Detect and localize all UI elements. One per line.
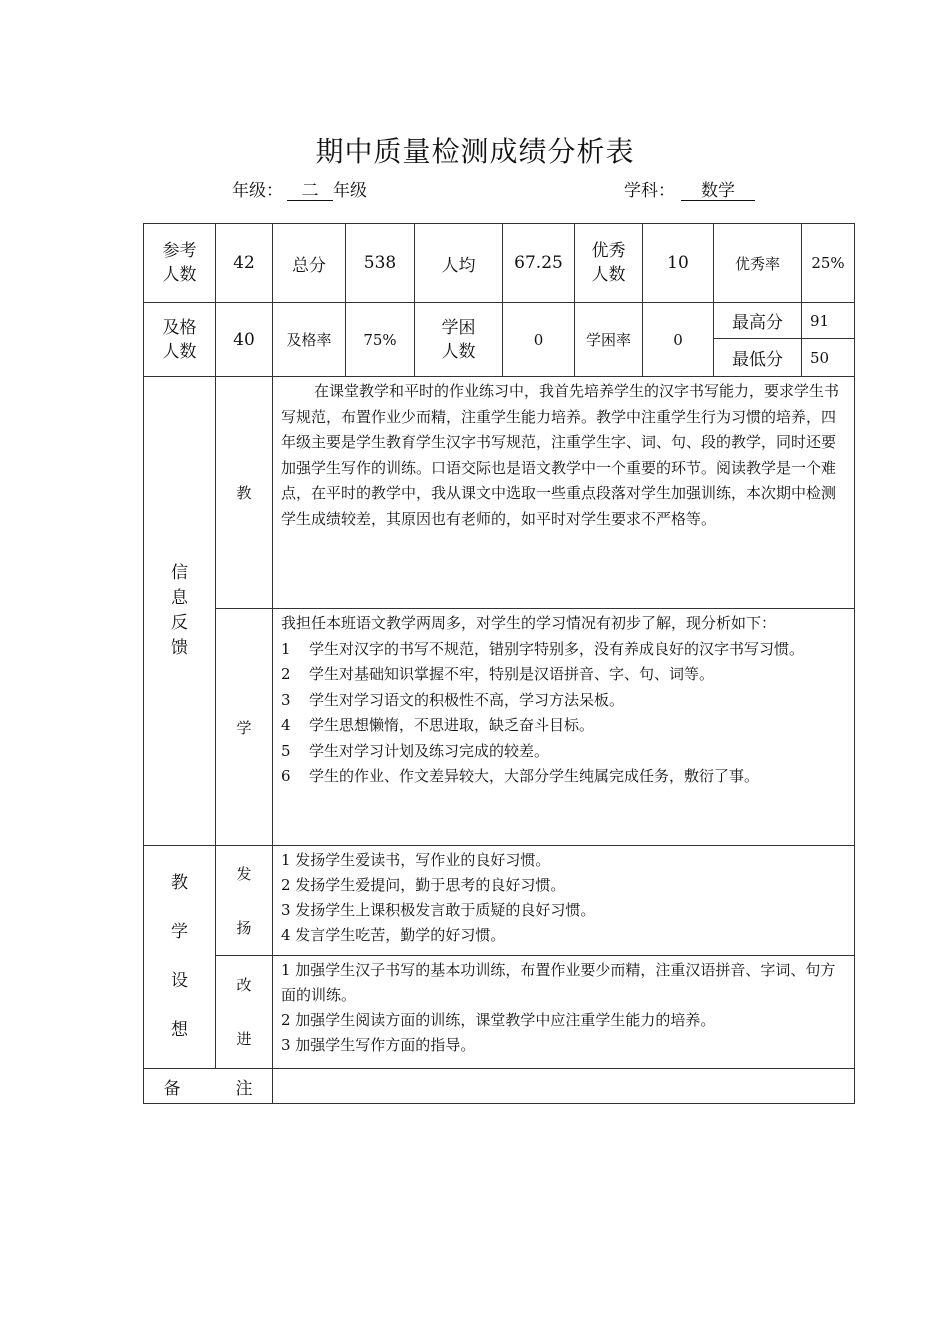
subject-line — [624, 176, 755, 201]
min-label: 最低分 — [714, 339, 802, 377]
pass-rate-label: 及格率 — [273, 303, 346, 377]
plan-promote-row — [144, 846, 855, 956]
pass-value: 40 — [216, 303, 273, 377]
promote-item: 1 发扬学生爱读书，写作业的良好习惯。 — [281, 851, 551, 869]
struggling-label: 学困 人数 — [415, 303, 503, 377]
pass-label: 及格 人数 — [144, 303, 216, 377]
stats-row-2 — [144, 303, 855, 339]
total-label: 总分 — [273, 224, 346, 303]
learn-item: 4 学生思想懒惰，不思进取，缺乏奋斗目标。 — [281, 716, 595, 734]
learn-item: 6 学生的作业、作文差异较大，大部分学生纯属完成任务，敷衍了事。 — [281, 767, 760, 785]
max-value: 91 — [802, 303, 855, 339]
improve-text-cell — [273, 956, 855, 1069]
promote-item: 2 发扬学生爱提问，勤于思考的良好习惯。 — [281, 876, 566, 894]
average-value: 67.25 — [503, 224, 575, 303]
feedback-label: 信 息 反 馈 — [144, 377, 216, 846]
plan-improve-row — [144, 956, 855, 1069]
teach-paragraph: 在课堂教学和平时的作业练习中，我首先培养学生的汉字书写能力，要求学生书写规范，布置作业少而精，注重学生能力培养。教学中注重学生行为习惯的培养，四年级主要是学生教育学生汉字书写规范，注重学生字、词、句、段的教学，同时还要加强学生写作的训练。口语交际也是语文教学中一个重要的环节。阅读教学是一个难点，在平时的教学中，我从课文中选取一些重点段落对学生加强训练，本次期中检测学生成绩较差，其原因也有老师的，如平时对学生要求不严格等。 — [281, 382, 840, 528]
struggling-rate-value: 0 — [643, 303, 714, 377]
promote-item: 4 发言学生吃苦，勤学的好习惯。 — [281, 926, 506, 944]
average-label: 人均 — [415, 224, 503, 303]
learn-item: 5 学生对学习计划及练习完成的较差。 — [281, 741, 550, 760]
learn-item: 2 学生对基础知识掌握不牢，特别是汉语拼音、字、句、词等。 — [281, 665, 715, 683]
feedback-learn-row — [144, 609, 855, 846]
pass-rate-value: 75% — [346, 303, 415, 377]
min-value: 50 — [802, 339, 855, 377]
max-label: 最高分 — [714, 303, 802, 339]
total-value: 538 — [346, 224, 415, 303]
teach-label: 教 — [216, 377, 273, 609]
struggling-rate-label: 学困率 — [575, 303, 643, 377]
excellent-rate-label: 优秀率 — [714, 224, 802, 303]
improve-item: 3 加强学生写作方面的指导。 — [281, 1036, 476, 1054]
promote-text-cell — [273, 846, 855, 956]
learn-text-cell — [273, 609, 855, 846]
struggling-value: 0 — [503, 303, 575, 377]
participants-label: 参考 人数 — [144, 224, 216, 303]
analysis-table — [143, 223, 855, 1104]
remarks-row — [144, 1069, 855, 1104]
learn-item: 1 学生对汉字的书写不规范，错别字特别多，没有养成良好的汉字书写习惯。 — [281, 639, 805, 658]
teach-text-cell — [273, 377, 855, 609]
learn-item: 3 学生对学习语文的积极性不高，学习方法呆板。 — [281, 690, 625, 709]
participants-value: 42 — [216, 224, 273, 303]
remarks-label: 备 注 — [144, 1069, 273, 1104]
improve-label: 改 进 — [216, 956, 273, 1069]
promote-label: 发 扬 — [216, 846, 273, 956]
feedback-teach-row — [144, 377, 855, 609]
grade-suffix: 年级 — [333, 181, 367, 201]
stats-row-1 — [144, 224, 855, 303]
page-title: 期中质量检测成绩分析表 — [315, 135, 635, 168]
grade-label: 年级： — [232, 181, 283, 201]
excellent-value: 10 — [643, 224, 714, 303]
improve-item: 2 加强学生阅读方面的训练，课堂教学中应注重学生能力的培养。 — [281, 1011, 716, 1029]
grade-line — [232, 176, 367, 201]
promote-item: 3 发扬学生上课积极发言敢于质疑的良好习惯。 — [281, 901, 596, 919]
learn-label: 学 — [216, 609, 273, 846]
subject-value: 数学 — [681, 182, 755, 201]
subject-label: 学科： — [624, 181, 675, 201]
plan-label: 教 学 设 想 — [144, 846, 216, 1069]
grade-value: 二 — [287, 182, 333, 201]
excellent-rate-value: 25% — [802, 224, 855, 303]
excellent-label: 优秀 人数 — [575, 224, 643, 303]
learn-intro: 我担任本班语文教学两周多，对学生的学习情况有初步了解，现分析如下： — [281, 614, 777, 632]
improve-item: 1 加强学生汉子书写的基本功训练，布置作业要少而精，注重汉语拼音、字词、句方面的训练。 — [281, 961, 836, 1004]
remarks-value — [273, 1069, 855, 1104]
